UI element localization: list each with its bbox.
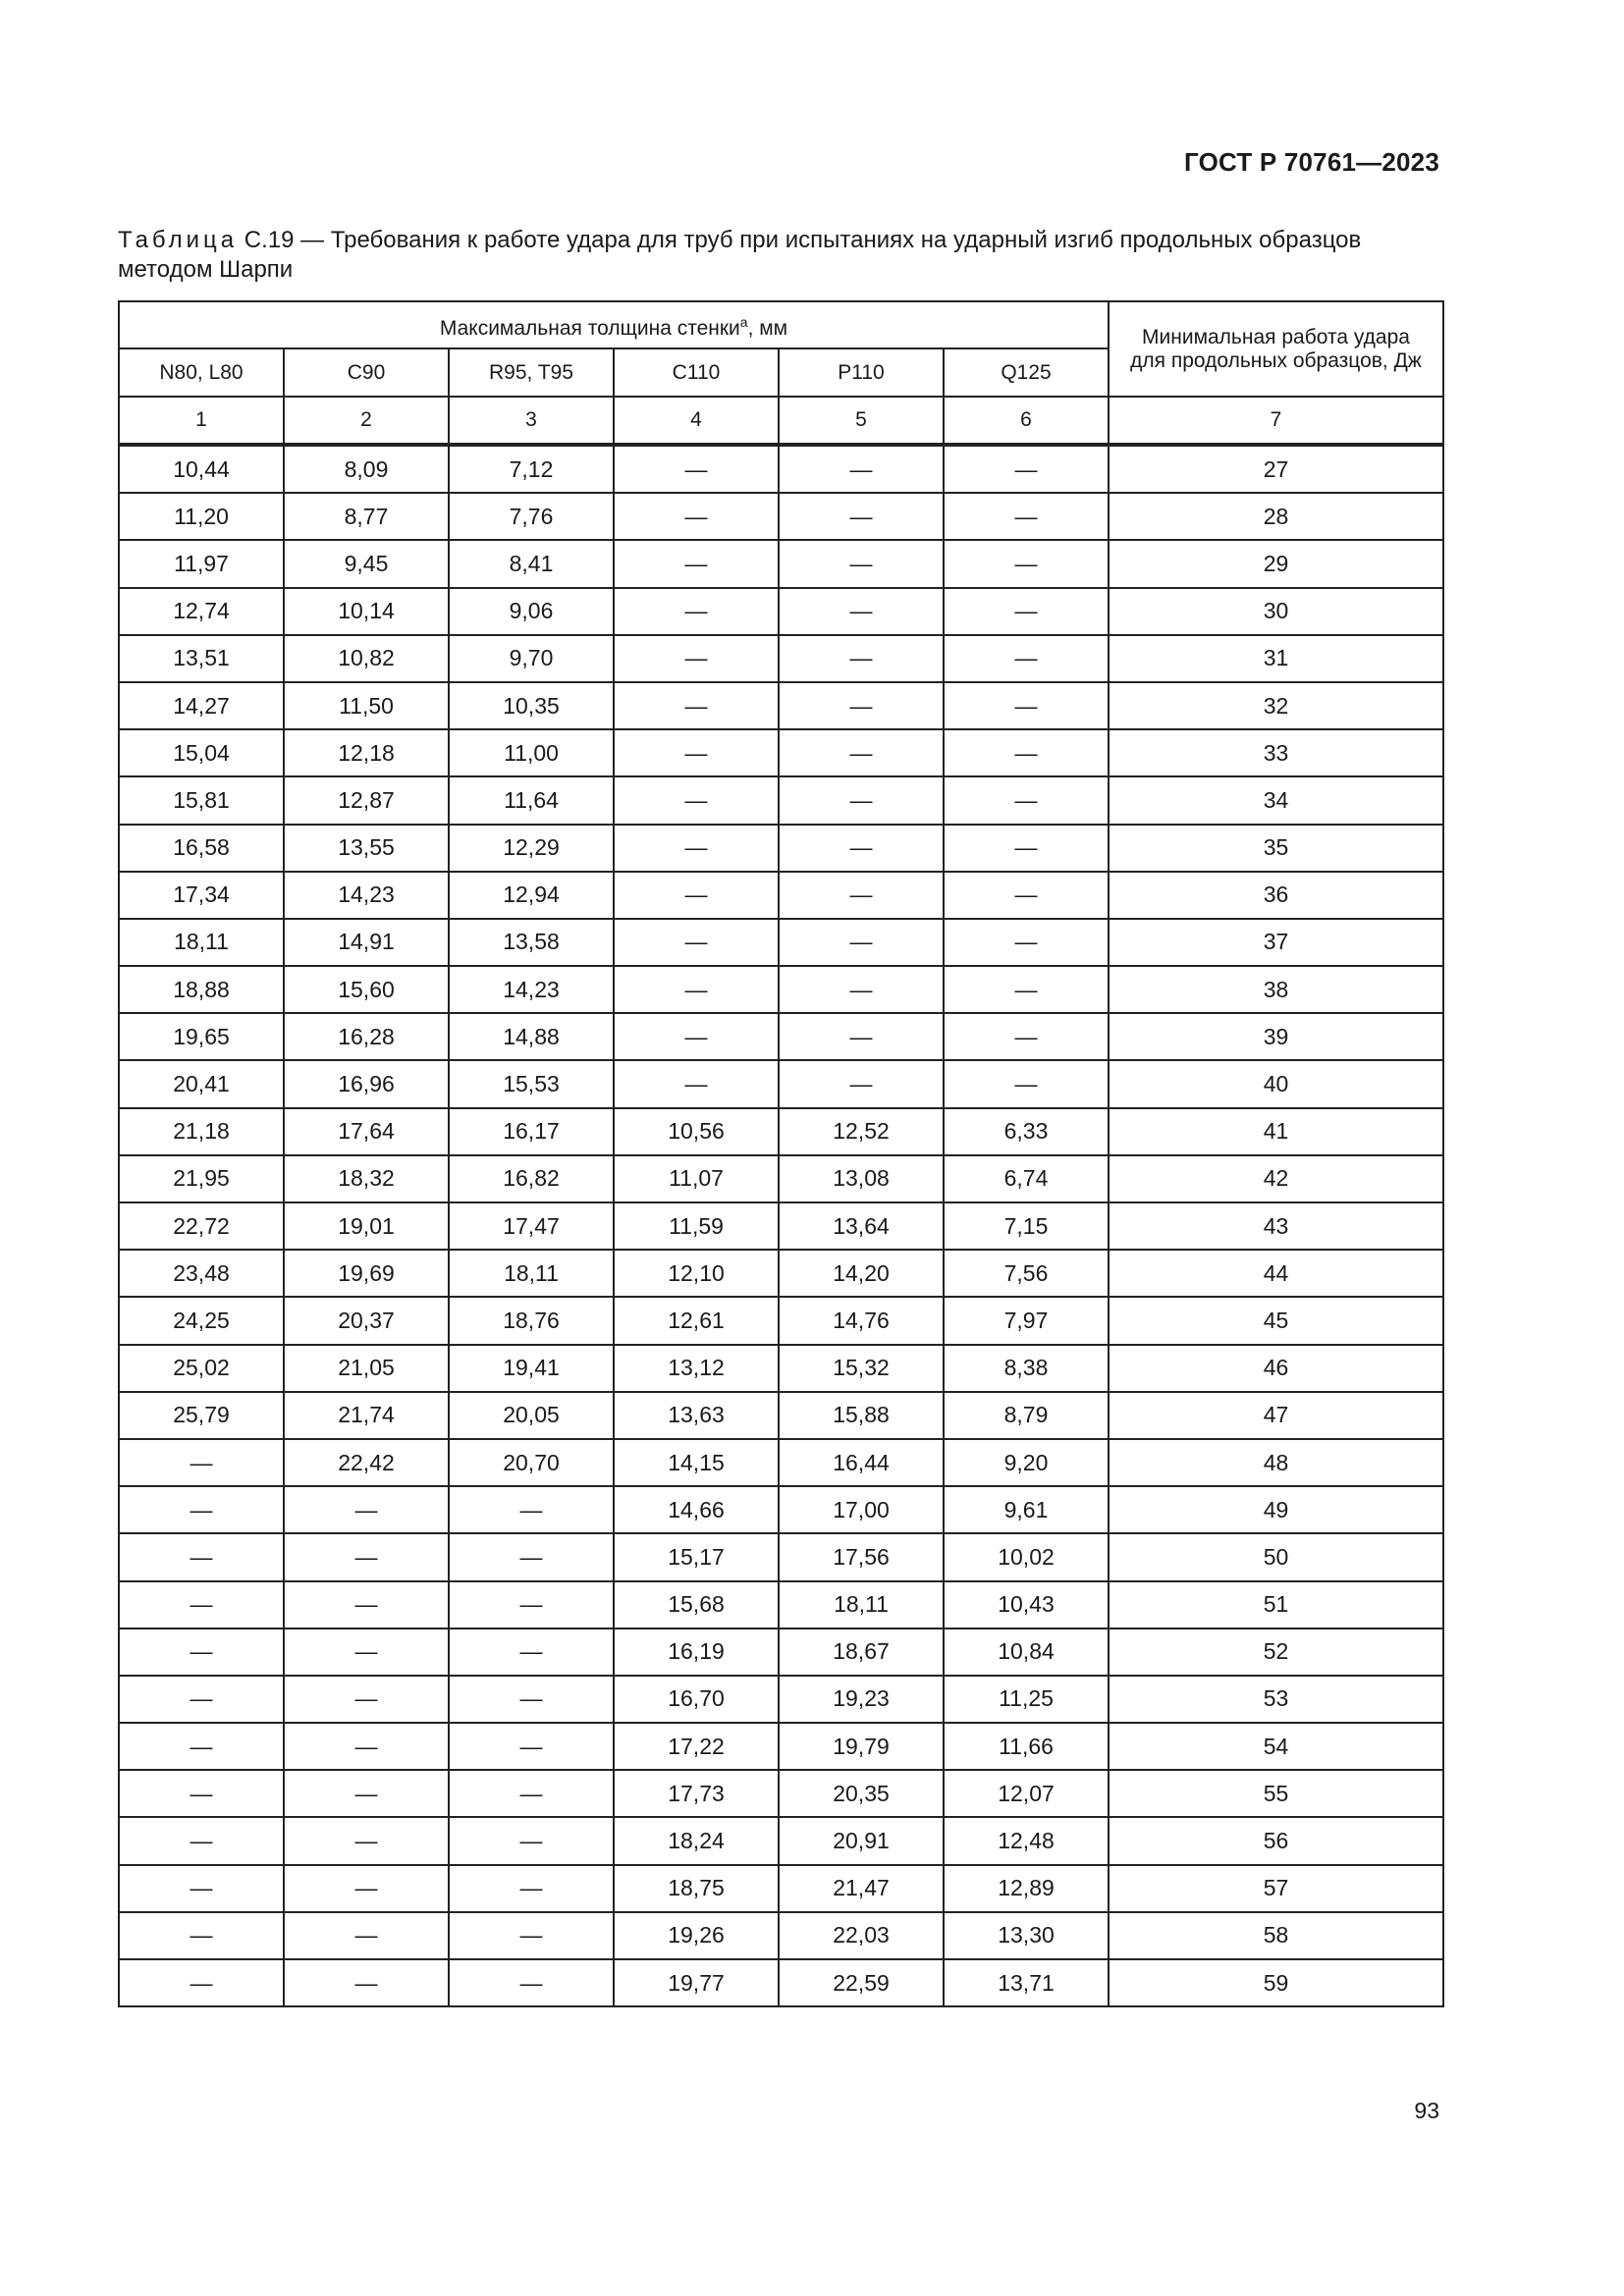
table-cell: 23,48 bbox=[119, 1250, 284, 1297]
table-cell: 20,91 bbox=[779, 1817, 944, 1864]
table-cell: 9,70 bbox=[449, 635, 614, 682]
table-cell: 43 bbox=[1109, 1202, 1443, 1250]
document-code: ГОСТ Р 70761—2023 bbox=[1184, 147, 1439, 177]
table-cell: — bbox=[119, 1581, 284, 1629]
table-cell: 37 bbox=[1109, 919, 1443, 966]
table-cell: 13,58 bbox=[449, 919, 614, 966]
table-cell: 21,18 bbox=[119, 1108, 284, 1155]
table-cell: 9,61 bbox=[944, 1486, 1109, 1533]
table-cell: 54 bbox=[1109, 1723, 1443, 1770]
table-cell: 20,41 bbox=[119, 1060, 284, 1107]
table-row bbox=[119, 493, 1443, 540]
table-cell: 12,10 bbox=[614, 1250, 779, 1297]
table-cell: — bbox=[944, 1013, 1109, 1060]
table-cell: — bbox=[119, 1912, 284, 1959]
footnote-marker: a bbox=[739, 313, 748, 330]
table-cell: — bbox=[284, 1676, 449, 1723]
page-number: 93 bbox=[1414, 2098, 1439, 2123]
table-row bbox=[119, 445, 1443, 493]
table-cell: 24,25 bbox=[119, 1297, 284, 1344]
table-cell: 9,45 bbox=[284, 540, 449, 587]
table-cell: 20,05 bbox=[449, 1392, 614, 1439]
table-cell: 13,71 bbox=[944, 1959, 1109, 2006]
table-cell: 16,44 bbox=[779, 1439, 944, 1486]
table-cell: 15,68 bbox=[614, 1581, 779, 1629]
table-cell: 8,09 bbox=[284, 445, 449, 493]
table-row bbox=[119, 1723, 1443, 1770]
impact-energy-table bbox=[118, 300, 1444, 2007]
table-cell: 6,74 bbox=[944, 1155, 1109, 1202]
table-cell: 12,87 bbox=[284, 776, 449, 824]
table-cell: 12,74 bbox=[119, 588, 284, 635]
table-cell: 21,74 bbox=[284, 1392, 449, 1439]
table-cell: 8,38 bbox=[944, 1345, 1109, 1392]
table-cell: 49 bbox=[1109, 1486, 1443, 1533]
table-cell: 10,44 bbox=[119, 445, 284, 493]
table-cell: 56 bbox=[1109, 1817, 1443, 1864]
table-row bbox=[119, 1013, 1443, 1060]
table-cell: 8,77 bbox=[284, 493, 449, 540]
table-cell: 8,41 bbox=[449, 540, 614, 587]
table-cell: — bbox=[779, 540, 944, 587]
table-cell: — bbox=[944, 445, 1109, 493]
table-cell: 21,47 bbox=[779, 1865, 944, 1912]
table-cell: 31 bbox=[1109, 635, 1443, 682]
table-cell: — bbox=[284, 1581, 449, 1629]
table-cell: 7,97 bbox=[944, 1297, 1109, 1344]
table-cell: 20,37 bbox=[284, 1297, 449, 1344]
caption-text: С.19 — Требования к работе удара для труб при испытаниях на ударный изгиб продольных образцов методом Шарпи bbox=[118, 227, 1362, 283]
table-cell: — bbox=[449, 1865, 614, 1912]
table-cell: 45 bbox=[1109, 1297, 1443, 1344]
table-cell: — bbox=[779, 493, 944, 540]
table-cell: 25,79 bbox=[119, 1392, 284, 1439]
table-row bbox=[119, 1817, 1443, 1864]
table-cell: 10,56 bbox=[614, 1108, 779, 1155]
table-cell: — bbox=[119, 1959, 284, 2006]
table-cell: 19,41 bbox=[449, 1345, 614, 1392]
table-cell: 12,18 bbox=[284, 729, 449, 776]
table-row bbox=[119, 540, 1443, 587]
table-cell: 7,56 bbox=[944, 1250, 1109, 1297]
table-cell: 10,82 bbox=[284, 635, 449, 682]
table-row bbox=[119, 635, 1443, 682]
table-cell: — bbox=[779, 872, 944, 919]
table-cell: — bbox=[779, 1060, 944, 1107]
table-cell: 12,07 bbox=[944, 1770, 1109, 1817]
table-cell: 32 bbox=[1109, 682, 1443, 729]
table-cell: — bbox=[449, 1486, 614, 1533]
table-cell: 17,73 bbox=[614, 1770, 779, 1817]
table-row bbox=[119, 919, 1443, 966]
column-number: 7 bbox=[1109, 397, 1443, 445]
table-cell: 15,81 bbox=[119, 776, 284, 824]
table-cell: 13,08 bbox=[779, 1155, 944, 1202]
table-cell: — bbox=[614, 919, 779, 966]
table-cell: — bbox=[284, 1723, 449, 1770]
table-row bbox=[119, 1676, 1443, 1723]
table-cell: 17,56 bbox=[779, 1533, 944, 1580]
table-cell: 17,00 bbox=[779, 1486, 944, 1533]
table-cell: 12,52 bbox=[779, 1108, 944, 1155]
column-header: P110 bbox=[779, 348, 944, 397]
table-cell: 18,88 bbox=[119, 966, 284, 1013]
table-cell: 10,35 bbox=[449, 682, 614, 729]
table-cell: — bbox=[944, 825, 1109, 872]
table-row bbox=[119, 1959, 1443, 2006]
table-cell: 18,32 bbox=[284, 1155, 449, 1202]
table-cell: — bbox=[119, 1439, 284, 1486]
table-row bbox=[119, 1297, 1443, 1344]
table-cell: 57 bbox=[1109, 1865, 1443, 1912]
table-cell: 7,15 bbox=[944, 1202, 1109, 1250]
table-cell: — bbox=[779, 1013, 944, 1060]
caption-label: Таблица bbox=[118, 227, 239, 253]
table-cell: 46 bbox=[1109, 1345, 1443, 1392]
table-cell: — bbox=[614, 682, 779, 729]
table-cell: 13,12 bbox=[614, 1345, 779, 1392]
table-cell: 35 bbox=[1109, 825, 1443, 872]
table-cell: 16,70 bbox=[614, 1676, 779, 1723]
table-cell: 59 bbox=[1109, 1959, 1443, 2006]
table-cell: 13,51 bbox=[119, 635, 284, 682]
table-row bbox=[119, 1060, 1443, 1107]
table-caption bbox=[118, 226, 1443, 285]
table-cell: 11,64 bbox=[449, 776, 614, 824]
table-cell: 39 bbox=[1109, 1013, 1443, 1060]
table-row bbox=[119, 1250, 1443, 1297]
table-cell: — bbox=[614, 872, 779, 919]
table-cell: 19,79 bbox=[779, 1723, 944, 1770]
table-row bbox=[119, 1533, 1443, 1580]
table-cell: 14,23 bbox=[449, 966, 614, 1013]
table-cell: 44 bbox=[1109, 1250, 1443, 1297]
table-cell: 36 bbox=[1109, 872, 1443, 919]
table-cell: — bbox=[449, 1723, 614, 1770]
table-cell: — bbox=[119, 1817, 284, 1864]
table-cell: — bbox=[614, 493, 779, 540]
table-cell: — bbox=[284, 1486, 449, 1533]
table-cell: 14,66 bbox=[614, 1486, 779, 1533]
table-cell: 19,26 bbox=[614, 1912, 779, 1959]
table-cell: 12,29 bbox=[449, 825, 614, 872]
table-cell: 14,23 bbox=[284, 872, 449, 919]
column-header: C90 bbox=[284, 348, 449, 397]
table-row bbox=[119, 1202, 1443, 1250]
column-number: 6 bbox=[944, 397, 1109, 445]
table-cell: 13,64 bbox=[779, 1202, 944, 1250]
table-cell: 16,28 bbox=[284, 1013, 449, 1060]
table-cell: 22,03 bbox=[779, 1912, 944, 1959]
table-cell: 15,04 bbox=[119, 729, 284, 776]
table-cell: 15,53 bbox=[449, 1060, 614, 1107]
table-cell: 29 bbox=[1109, 540, 1443, 587]
table-cell: 22,72 bbox=[119, 1202, 284, 1250]
table-cell: 50 bbox=[1109, 1533, 1443, 1580]
table-cell: — bbox=[614, 635, 779, 682]
table-cell: 16,19 bbox=[614, 1629, 779, 1676]
table-cell: 17,22 bbox=[614, 1723, 779, 1770]
table-cell: 17,34 bbox=[119, 872, 284, 919]
table-cell: 16,82 bbox=[449, 1155, 614, 1202]
column-number: 2 bbox=[284, 397, 449, 445]
table-cell: — bbox=[284, 1770, 449, 1817]
table-cell: — bbox=[944, 872, 1109, 919]
table-cell: 12,61 bbox=[614, 1297, 779, 1344]
table-cell: 13,63 bbox=[614, 1392, 779, 1439]
table-cell: 20,35 bbox=[779, 1770, 944, 1817]
table-cell: 47 bbox=[1109, 1392, 1443, 1439]
table-cell: — bbox=[944, 919, 1109, 966]
table-cell: 11,97 bbox=[119, 540, 284, 587]
table-cell: — bbox=[944, 776, 1109, 824]
table-cell: 12,94 bbox=[449, 872, 614, 919]
table-cell: 18,67 bbox=[779, 1629, 944, 1676]
table-cell: — bbox=[284, 1817, 449, 1864]
table-cell: 10,14 bbox=[284, 588, 449, 635]
table-cell: 14,88 bbox=[449, 1013, 614, 1060]
table-cell: — bbox=[944, 1060, 1109, 1107]
table-cell: — bbox=[779, 966, 944, 1013]
table-cell: 41 bbox=[1109, 1108, 1443, 1155]
table-cell: 19,23 bbox=[779, 1676, 944, 1723]
table-cell: — bbox=[284, 1959, 449, 2006]
table-cell: 34 bbox=[1109, 776, 1443, 824]
table-cell: 19,69 bbox=[284, 1250, 449, 1297]
table-cell: — bbox=[779, 825, 944, 872]
table-row bbox=[119, 682, 1443, 729]
table-cell: 19,65 bbox=[119, 1013, 284, 1060]
table-cell: 14,91 bbox=[284, 919, 449, 966]
table-cell: 16,58 bbox=[119, 825, 284, 872]
table-row bbox=[119, 1770, 1443, 1817]
min-impact-header: Минимальная работа удара для продольных образцов, Дж bbox=[1109, 301, 1443, 397]
table-cell: 53 bbox=[1109, 1676, 1443, 1723]
table-cell: 11,50 bbox=[284, 682, 449, 729]
column-header: R95, T95 bbox=[449, 348, 614, 397]
table-cell: 18,24 bbox=[614, 1817, 779, 1864]
table-cell: — bbox=[944, 540, 1109, 587]
table-cell: 22,59 bbox=[779, 1959, 944, 2006]
table-cell: 48 bbox=[1109, 1439, 1443, 1486]
column-number: 3 bbox=[449, 397, 614, 445]
table-cell: 18,11 bbox=[779, 1581, 944, 1629]
table-cell: — bbox=[779, 635, 944, 682]
table-cell: 33 bbox=[1109, 729, 1443, 776]
table-row bbox=[119, 966, 1443, 1013]
table-cell: — bbox=[119, 1723, 284, 1770]
table-cell: — bbox=[449, 1533, 614, 1580]
table-cell: — bbox=[944, 493, 1109, 540]
table-cell: 21,05 bbox=[284, 1345, 449, 1392]
table-cell: 14,20 bbox=[779, 1250, 944, 1297]
table-cell: — bbox=[614, 588, 779, 635]
table-row bbox=[119, 1486, 1443, 1533]
table-cell: 42 bbox=[1109, 1155, 1443, 1202]
table-cell: 21,95 bbox=[119, 1155, 284, 1202]
table-cell: — bbox=[449, 1959, 614, 2006]
table-cell: 22,42 bbox=[284, 1439, 449, 1486]
table-cell: — bbox=[614, 540, 779, 587]
table-cell: — bbox=[119, 1676, 284, 1723]
table-cell: 11,25 bbox=[944, 1676, 1109, 1723]
table-cell: — bbox=[449, 1629, 614, 1676]
table-cell: 11,07 bbox=[614, 1155, 779, 1202]
table-cell: 17,64 bbox=[284, 1108, 449, 1155]
table-cell: — bbox=[944, 682, 1109, 729]
table-cell: — bbox=[779, 588, 944, 635]
table-row bbox=[119, 1108, 1443, 1155]
table-cell: — bbox=[614, 825, 779, 872]
table-cell: 27 bbox=[1109, 445, 1443, 493]
table-cell: 19,01 bbox=[284, 1202, 449, 1250]
table-cell: 20,70 bbox=[449, 1439, 614, 1486]
table-cell: — bbox=[944, 729, 1109, 776]
table-cell: 51 bbox=[1109, 1581, 1443, 1629]
table-cell: 15,60 bbox=[284, 966, 449, 1013]
column-header: N80, L80 bbox=[119, 348, 284, 397]
table-cell: — bbox=[614, 1060, 779, 1107]
table-cell: 8,79 bbox=[944, 1392, 1109, 1439]
table-cell: 28 bbox=[1109, 493, 1443, 540]
table-cell: — bbox=[944, 966, 1109, 1013]
table-cell: 11,59 bbox=[614, 1202, 779, 1250]
column-number: 1 bbox=[119, 397, 284, 445]
table-cell: — bbox=[449, 1817, 614, 1864]
table-cell: 11,66 bbox=[944, 1723, 1109, 1770]
table-cell: — bbox=[779, 919, 944, 966]
table-cell: 11,20 bbox=[119, 493, 284, 540]
table-row bbox=[119, 825, 1443, 872]
table-cell: 38 bbox=[1109, 966, 1443, 1013]
table-cell: 10,02 bbox=[944, 1533, 1109, 1580]
table-cell: 15,32 bbox=[779, 1345, 944, 1392]
table-cell: 25,02 bbox=[119, 1345, 284, 1392]
table-cell: — bbox=[449, 1770, 614, 1817]
table-cell: — bbox=[449, 1676, 614, 1723]
table-row bbox=[119, 1865, 1443, 1912]
table-cell: — bbox=[614, 776, 779, 824]
table-cell: 10,43 bbox=[944, 1581, 1109, 1629]
table-cell: 15,17 bbox=[614, 1533, 779, 1580]
table-cell: 18,11 bbox=[119, 919, 284, 966]
table-cell: 12,89 bbox=[944, 1865, 1109, 1912]
column-number: 5 bbox=[779, 397, 944, 445]
table-row bbox=[119, 729, 1443, 776]
table-cell: 16,96 bbox=[284, 1060, 449, 1107]
table-cell: — bbox=[284, 1865, 449, 1912]
table-cell: 40 bbox=[1109, 1060, 1443, 1107]
table-cell: 55 bbox=[1109, 1770, 1443, 1817]
table-cell: 18,75 bbox=[614, 1865, 779, 1912]
group-header: Максимальная толщина стенки$^a$, мм bbox=[119, 301, 1109, 348]
table-cell: — bbox=[119, 1770, 284, 1817]
table-cell: 13,55 bbox=[284, 825, 449, 872]
table-cell: 14,27 bbox=[119, 682, 284, 729]
table-row bbox=[119, 1439, 1443, 1486]
table-cell: 10,84 bbox=[944, 1629, 1109, 1676]
table-cell: — bbox=[119, 1486, 284, 1533]
table-cell: — bbox=[119, 1533, 284, 1580]
table-cell: 18,11 bbox=[449, 1250, 614, 1297]
table-row bbox=[119, 1155, 1443, 1202]
table-row bbox=[119, 1392, 1443, 1439]
table-cell: — bbox=[119, 1629, 284, 1676]
table-cell: — bbox=[779, 729, 944, 776]
table-cell: 7,12 bbox=[449, 445, 614, 493]
table-cell: — bbox=[119, 1865, 284, 1912]
table-cell: — bbox=[284, 1629, 449, 1676]
table-cell: 52 bbox=[1109, 1629, 1443, 1676]
table-cell: 15,88 bbox=[779, 1392, 944, 1439]
table-cell: 9,06 bbox=[449, 588, 614, 635]
table-cell: — bbox=[449, 1912, 614, 1959]
table-cell: 9,20 bbox=[944, 1439, 1109, 1486]
table-cell: — bbox=[449, 1581, 614, 1629]
table-cell: — bbox=[614, 729, 779, 776]
table-cell: — bbox=[944, 588, 1109, 635]
table-cell: — bbox=[284, 1912, 449, 1959]
column-header: Q125 bbox=[944, 348, 1109, 397]
table-cell: 30 bbox=[1109, 588, 1443, 635]
table-cell: — bbox=[779, 776, 944, 824]
table-cell: 13,30 bbox=[944, 1912, 1109, 1959]
table-cell: — bbox=[779, 445, 944, 493]
table-row bbox=[119, 1581, 1443, 1629]
table-cell: — bbox=[614, 966, 779, 1013]
table-row bbox=[119, 1345, 1443, 1392]
table-row bbox=[119, 1912, 1443, 1959]
table-row bbox=[119, 776, 1443, 824]
table-cell: 14,76 bbox=[779, 1297, 944, 1344]
table-row bbox=[119, 588, 1443, 635]
table-cell: 58 bbox=[1109, 1912, 1443, 1959]
table-cell: 7,76 bbox=[449, 493, 614, 540]
column-number: 4 bbox=[614, 397, 779, 445]
table-cell: 12,48 bbox=[944, 1817, 1109, 1864]
table-cell: 11,00 bbox=[449, 729, 614, 776]
table-cell: 19,77 bbox=[614, 1959, 779, 2006]
table-cell: — bbox=[944, 635, 1109, 682]
table-cell: — bbox=[614, 445, 779, 493]
table-cell: 6,33 bbox=[944, 1108, 1109, 1155]
table-cell: 16,17 bbox=[449, 1108, 614, 1155]
table-cell: — bbox=[614, 1013, 779, 1060]
table-cell: — bbox=[779, 682, 944, 729]
column-header: C110 bbox=[614, 348, 779, 397]
table-cell: 14,15 bbox=[614, 1439, 779, 1486]
table-cell: 18,76 bbox=[449, 1297, 614, 1344]
table-row bbox=[119, 872, 1443, 919]
table-cell: — bbox=[284, 1533, 449, 1580]
table-cell: 17,47 bbox=[449, 1202, 614, 1250]
table-row bbox=[119, 1629, 1443, 1676]
